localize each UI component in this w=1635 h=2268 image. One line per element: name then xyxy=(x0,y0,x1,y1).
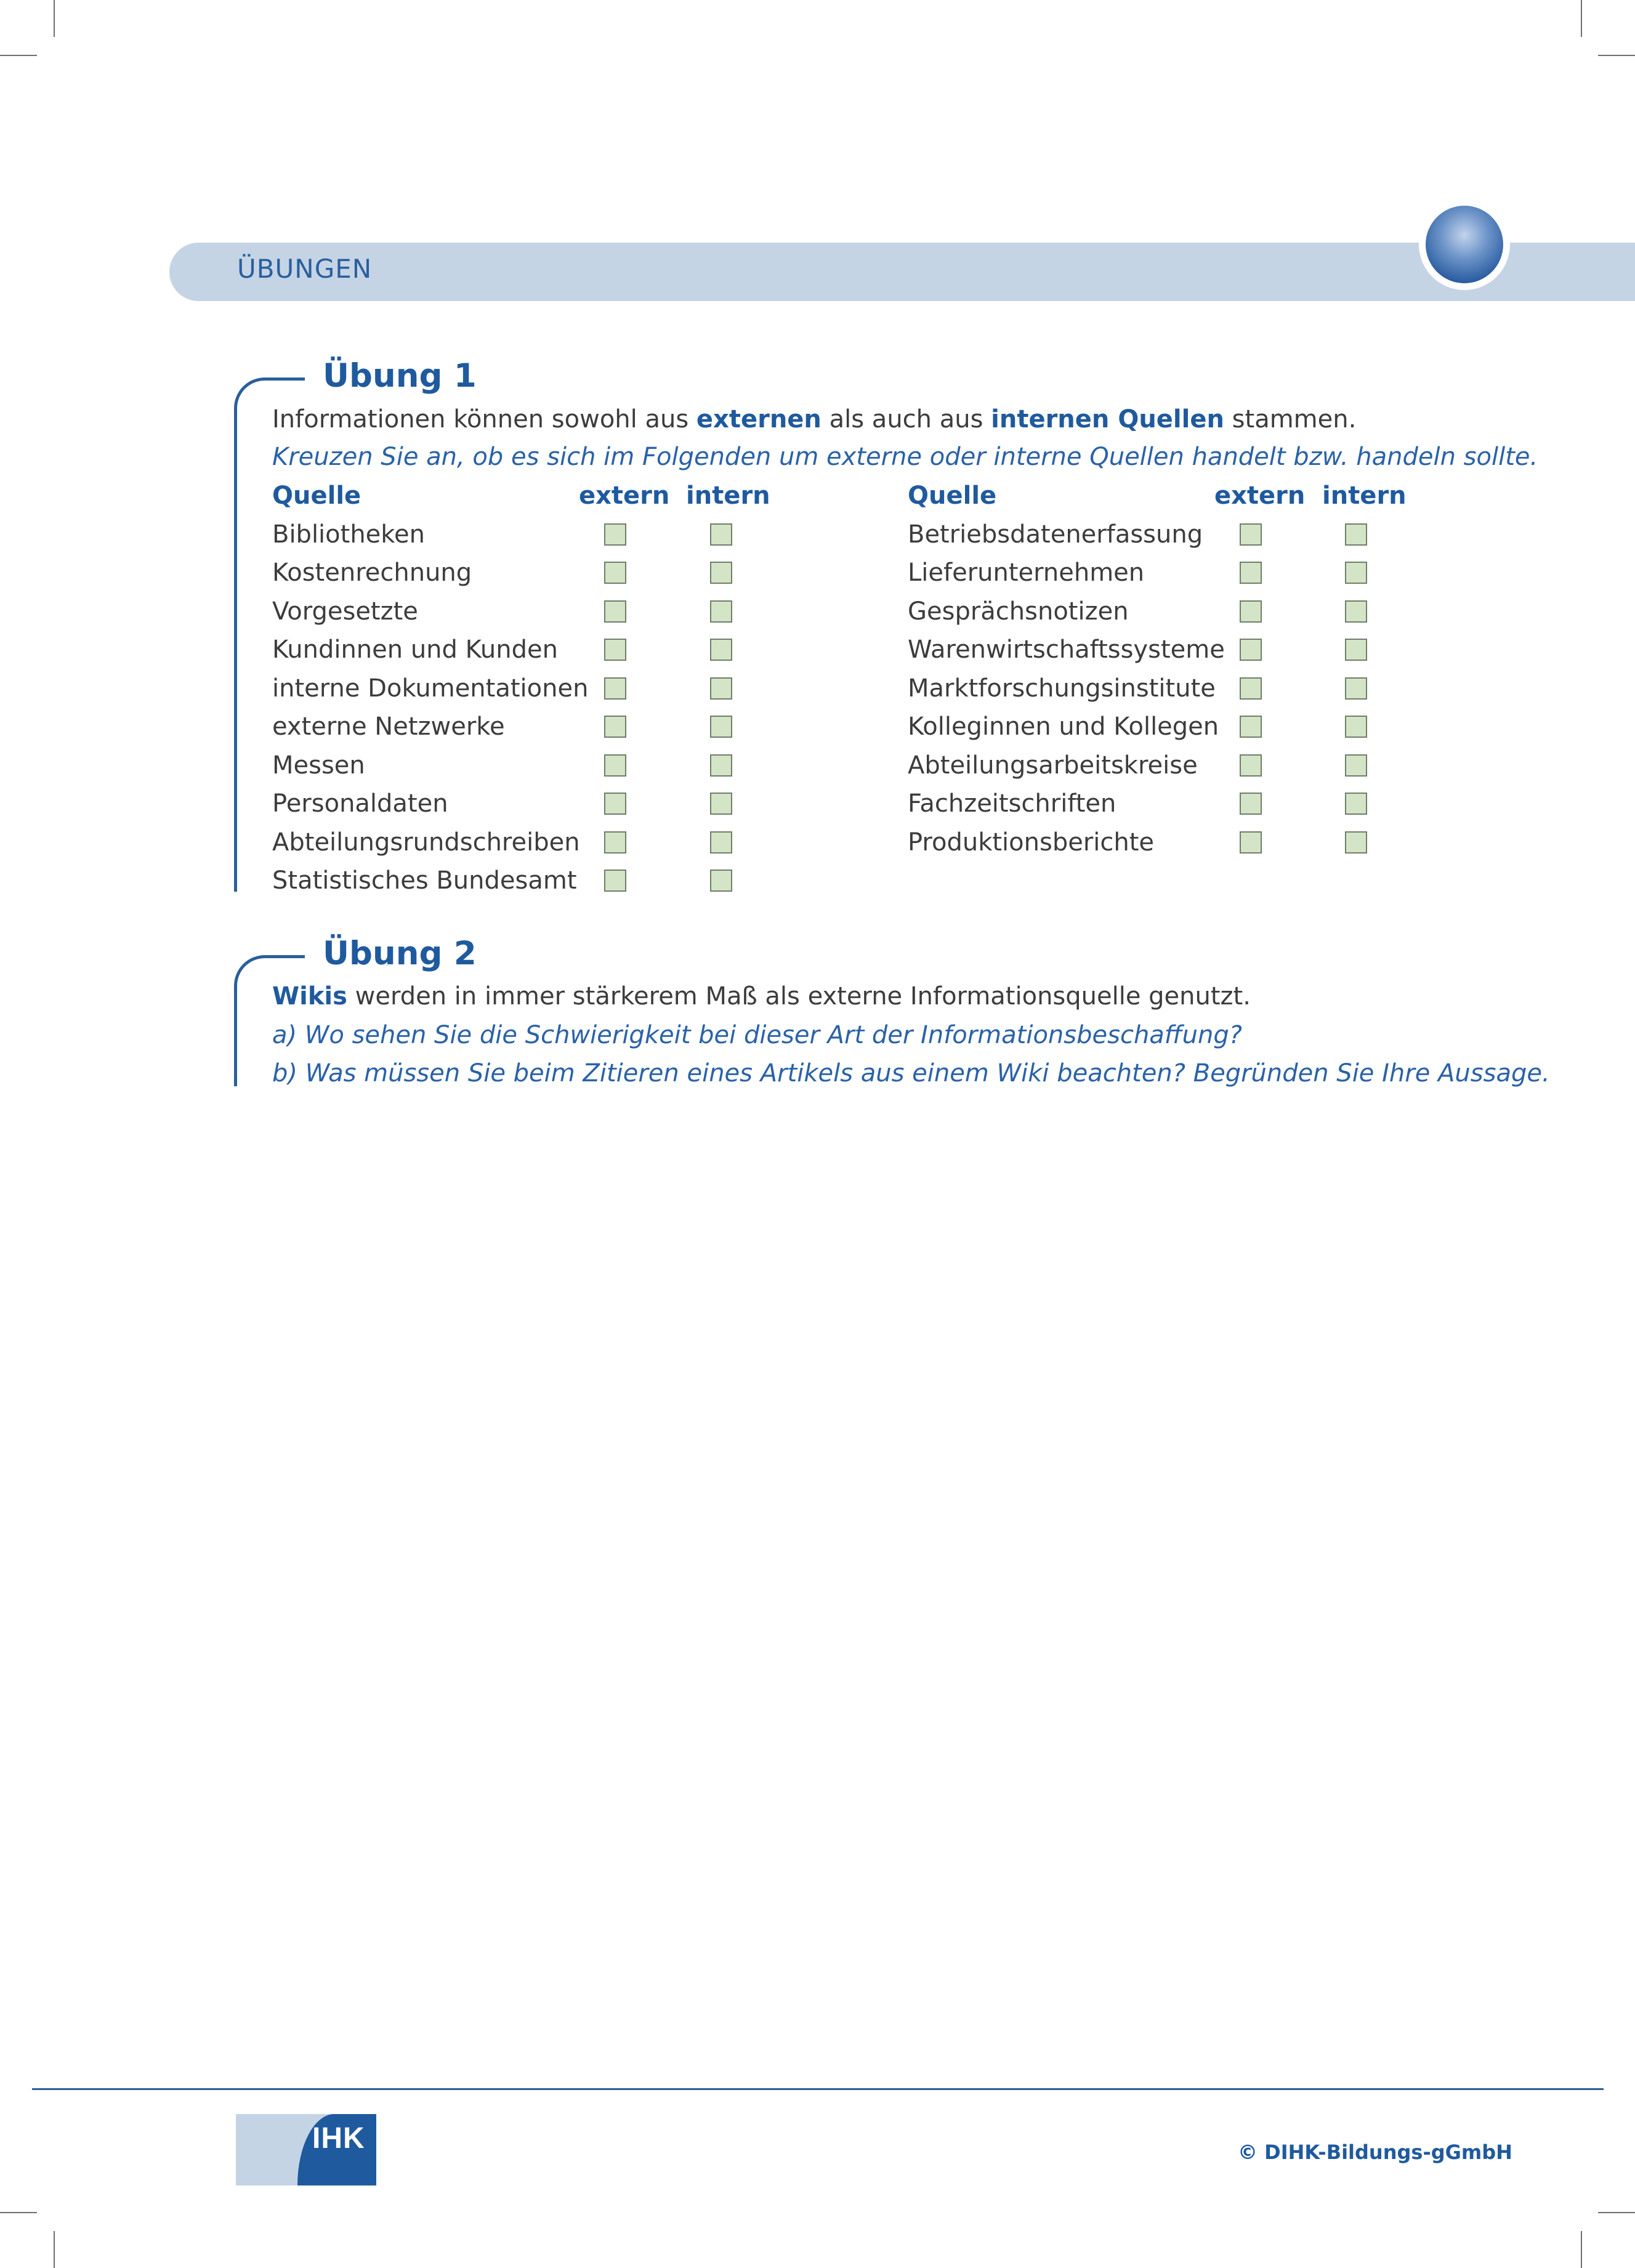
right-source-label: Lieferunternehmen xyxy=(908,559,1145,587)
crop-mark xyxy=(1581,0,1582,37)
left-intern-checkbox[interactable] xyxy=(710,677,732,700)
left-column-header-internal: intern xyxy=(686,482,770,510)
right-extern-checkbox[interactable] xyxy=(1240,754,1262,777)
left-extern-checkbox[interactable] xyxy=(604,754,626,777)
section-title: ÜBUNGEN xyxy=(237,254,373,284)
left-intern-checkbox[interactable] xyxy=(710,754,732,777)
exercise1-instruction: Kreuzen Sie an, ob es sich im Folgenden um externe oder interne Quellen handelt bzw. handeln sollte. xyxy=(272,443,1538,471)
right-column-header-internal: intern xyxy=(1322,482,1407,510)
right-intern-checkbox[interactable] xyxy=(1345,600,1367,623)
exercise2-intro xyxy=(272,982,1251,1011)
left-source-label: Kundinnen und Kunden xyxy=(272,636,558,664)
exercise1-intro-part1: Informationen können sowohl aus xyxy=(272,405,696,434)
left-intern-checkbox[interactable] xyxy=(710,831,732,854)
right-source-label: Kolleginnen und Kollegen xyxy=(908,712,1219,741)
left-extern-checkbox[interactable] xyxy=(604,716,626,738)
right-intern-checkbox[interactable] xyxy=(1345,639,1367,661)
exercise1-intro-bold2: internen Quellen xyxy=(991,405,1224,434)
exercise2-intro-rest: werden in immer stärkerem Maß als externe Informationsquelle genutzt. xyxy=(347,982,1251,1011)
right-source-label: Fachzeitschriften xyxy=(908,789,1116,818)
left-source-label: Bibliotheken xyxy=(272,520,425,549)
left-intern-checkbox[interactable] xyxy=(710,600,732,623)
left-intern-checkbox[interactable] xyxy=(710,562,732,584)
right-source-label: Abteilungsarbeitskreise xyxy=(908,751,1198,780)
right-extern-checkbox[interactable] xyxy=(1240,793,1262,815)
ihk-logo-text: IHK xyxy=(312,2122,365,2155)
exercise1-intro xyxy=(272,405,1356,434)
right-source-label: Gesprächsnotizen xyxy=(908,597,1129,626)
header-badge-icon xyxy=(1419,199,1510,290)
exercise1-title: Übung 1 xyxy=(323,357,477,395)
right-intern-checkbox[interactable] xyxy=(1345,523,1367,546)
header-badge-sphere xyxy=(1426,206,1503,283)
left-extern-checkbox[interactable] xyxy=(604,793,626,815)
right-extern-checkbox[interactable] xyxy=(1240,831,1262,854)
right-column-header-source: Quelle xyxy=(908,482,997,510)
left-intern-checkbox[interactable] xyxy=(710,716,732,738)
left-source-label: Kostenrechnung xyxy=(272,559,472,587)
left-column-header-source: Quelle xyxy=(272,482,361,510)
exercise1-intro-part2: als auch aus xyxy=(821,405,991,434)
footer-divider xyxy=(32,2088,1604,2090)
right-source-label: Produktionsberichte xyxy=(908,828,1155,857)
right-source-label: Warenwirtschaftssysteme xyxy=(908,636,1225,664)
left-source-label: Abteilungsrundschreiben xyxy=(272,828,580,857)
right-column-header-external: extern xyxy=(1214,482,1306,510)
copyright-notice: © DIHK-Bildungs-gGmbH xyxy=(1238,2141,1512,2164)
exercise2-title: Übung 2 xyxy=(323,935,477,972)
crop-mark xyxy=(1598,2212,1635,2213)
right-extern-checkbox[interactable] xyxy=(1240,523,1262,546)
right-extern-checkbox[interactable] xyxy=(1240,716,1262,738)
crop-mark xyxy=(54,0,55,37)
left-source-label: Statistisches Bundesamt xyxy=(272,866,577,895)
left-intern-checkbox[interactable] xyxy=(710,870,732,892)
left-extern-checkbox[interactable] xyxy=(604,831,626,854)
left-source-label: interne Dokumentationen xyxy=(272,674,589,703)
right-extern-checkbox[interactable] xyxy=(1240,677,1262,700)
left-extern-checkbox[interactable] xyxy=(604,600,626,623)
right-extern-checkbox[interactable] xyxy=(1240,562,1262,584)
left-intern-checkbox[interactable] xyxy=(710,639,732,661)
crop-mark xyxy=(1581,2231,1582,2268)
left-column-header-external: extern xyxy=(579,482,670,510)
left-intern-checkbox[interactable] xyxy=(710,793,732,815)
exercise2-question-b: b) Was müssen Sie beim Zitieren eines Artikels aus einem Wiki beachten? Begründen Sie Ihre Aussage. xyxy=(272,1059,1550,1088)
crop-mark xyxy=(54,2231,55,2268)
right-source-label: Betriebsdatenerfassung xyxy=(908,520,1203,549)
left-intern-checkbox[interactable] xyxy=(710,523,732,546)
left-extern-checkbox[interactable] xyxy=(604,523,626,546)
left-extern-checkbox[interactable] xyxy=(604,639,626,661)
right-intern-checkbox[interactable] xyxy=(1345,754,1367,777)
exercise1-intro-bold1: externen xyxy=(696,405,822,434)
right-intern-checkbox[interactable] xyxy=(1345,677,1367,700)
crop-mark xyxy=(0,55,37,56)
right-intern-checkbox[interactable] xyxy=(1345,562,1367,584)
left-extern-checkbox[interactable] xyxy=(604,677,626,700)
exercise1-intro-part3: stammen. xyxy=(1224,405,1357,434)
exercise2-intro-bold: Wikis xyxy=(272,982,347,1011)
left-extern-checkbox[interactable] xyxy=(604,562,626,584)
left-source-label: externe Netzwerke xyxy=(272,712,505,741)
right-intern-checkbox[interactable] xyxy=(1345,831,1367,854)
right-intern-checkbox[interactable] xyxy=(1345,793,1367,815)
left-source-label: Vorgesetzte xyxy=(272,597,418,626)
left-extern-checkbox[interactable] xyxy=(604,870,626,892)
left-source-label: Personaldaten xyxy=(272,789,448,818)
right-extern-checkbox[interactable] xyxy=(1240,600,1262,623)
exercise2-question-a: a) Wo sehen Sie die Schwierigkeit bei dieser Art der Informationsbeschaffung? xyxy=(272,1021,1242,1049)
left-source-label: Messen xyxy=(272,751,365,780)
ihk-logo xyxy=(236,2114,376,2185)
right-extern-checkbox[interactable] xyxy=(1240,639,1262,661)
section-header-band xyxy=(169,243,1635,301)
right-intern-checkbox[interactable] xyxy=(1345,716,1367,738)
right-source-label: Marktforschungsinstitute xyxy=(908,674,1216,703)
crop-mark xyxy=(0,2212,37,2213)
crop-mark xyxy=(1598,55,1635,56)
